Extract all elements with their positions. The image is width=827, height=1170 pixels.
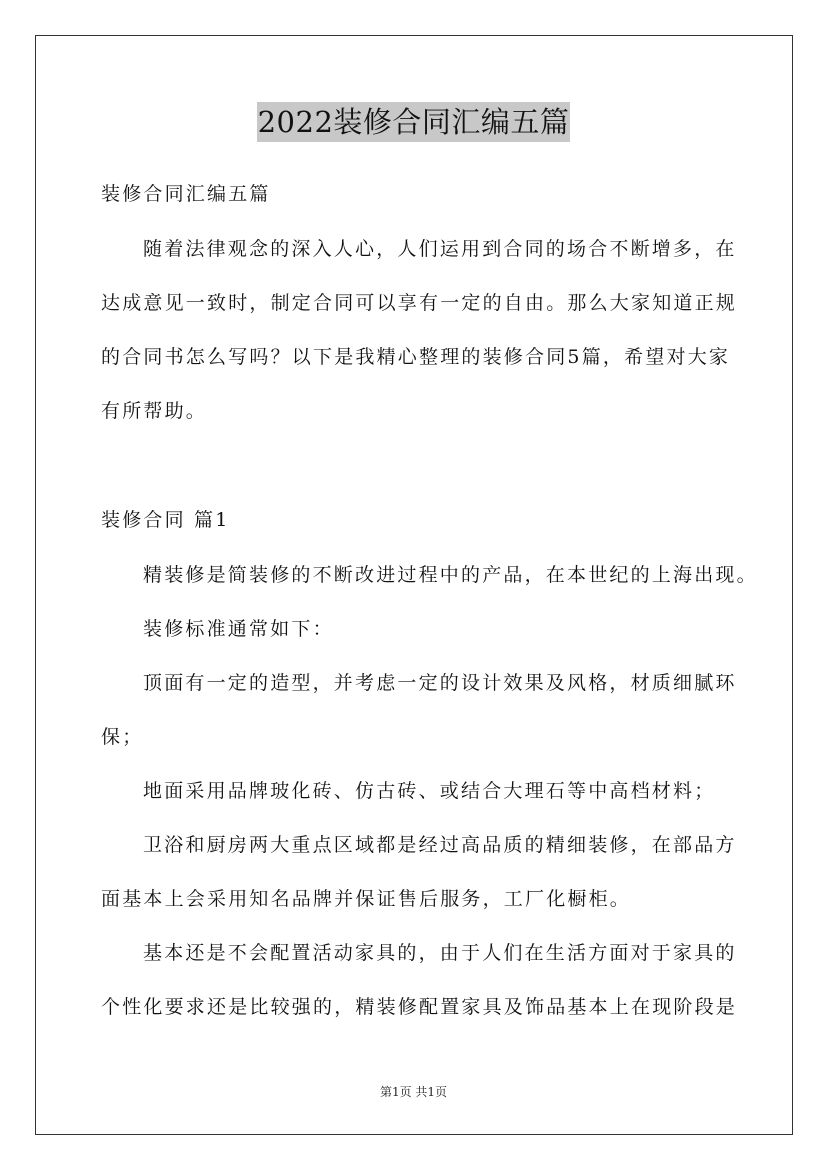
title-container xyxy=(0,102,827,142)
body-line: 顶面有一定的造型，并考虑一定的设计效果及风格，材质细腻环 xyxy=(143,672,737,694)
body-line: 面基本上会采用知名品牌并保证售后服务，工厂化橱柜。 xyxy=(101,888,632,910)
body-line: 有所帮助。 xyxy=(101,400,208,422)
body-line: 精装修是简装修的不断改进过程中的产品，在本世纪的上海出现。 xyxy=(143,564,758,586)
body-line: 达成意见一致时，制定合同可以享有一定的自由。那么大家知道正规 xyxy=(101,292,738,314)
body-line: 卫浴和厨房两大重点区域都是经过高品质的精细装修，在部品方 xyxy=(143,834,737,856)
subtitle-line: 装修合同汇编五篇 xyxy=(101,183,271,205)
body-line: 地面采用品牌玻化砖、仿古砖、或结合大理石等中高档材料； xyxy=(143,780,716,802)
page-footer: 第1页 共1页 xyxy=(379,1085,448,1099)
document-title: 2022装修合同汇编五篇 xyxy=(257,102,571,142)
body-line: 的合同书怎么写吗？以下是我精心整理的装修合同5篇，希望对大家 xyxy=(101,346,731,368)
body-line: 装修标准通常如下： xyxy=(143,618,334,640)
body-line: 保； xyxy=(101,726,144,748)
body-line: 基本还是不会配置活动家具的，由于人们在生活方面对于家具的 xyxy=(143,942,737,964)
body-line: 随着法律观念的深入人心，人们运用到合同的场合不断增多，在 xyxy=(143,238,737,260)
section-heading: 装修合同 篇1 xyxy=(101,509,230,531)
body-line: 个性化要求还是比较强的，精装修配置家具及饰品基本上在现阶段是 xyxy=(101,996,738,1018)
